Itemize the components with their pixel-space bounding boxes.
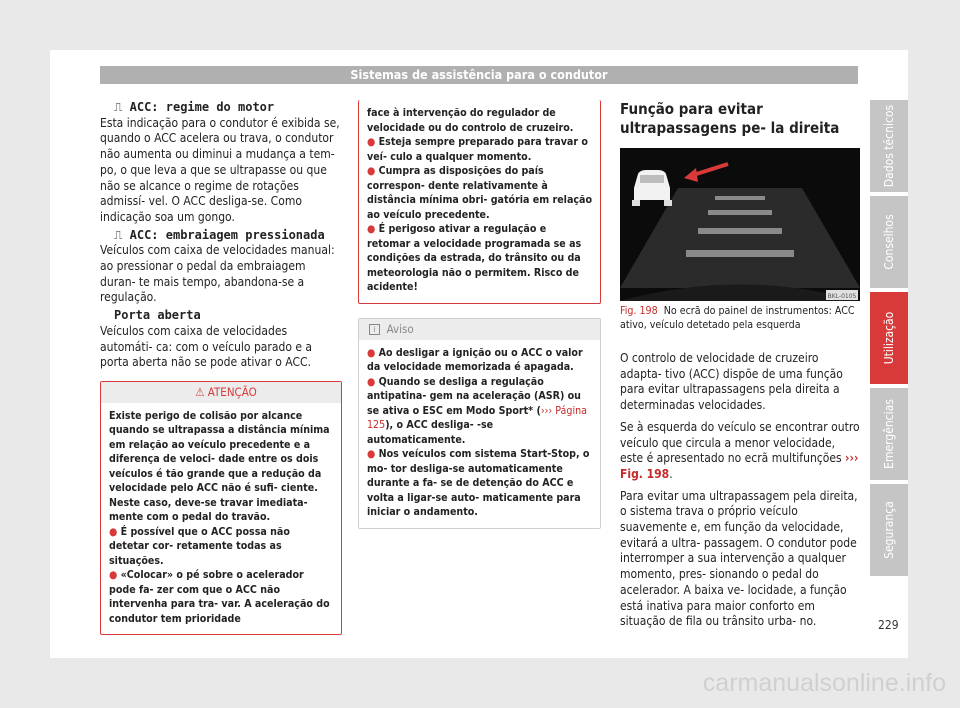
bullet-icon: ●	[367, 136, 379, 148]
bullet-icon: ●	[367, 448, 379, 460]
tab-utilizacao[interactable]: Utilização	[870, 292, 908, 384]
heading-door-open: Porta aberta	[114, 308, 201, 323]
warning-bullet: ● Esteja sempre preparado para travar o veí- culo a qualquer momento.	[367, 136, 588, 163]
info-icon: i	[369, 324, 380, 335]
paragraph-3: Para evitar uma ultrapassagem pela direita, o sistema trava o próprio veículo suavemente e, em função da velocidade, evitará a ultra- passagem. O condutor pode interromper a sua intervenção a qualquer momento, pres- sionando o pedal do acelerador. A baixa ve- locidade, a função está inativa para maior conforto em situação de fila ou trânsito urba- no.	[620, 488, 858, 629]
warning-bullet: ● «Colocar» o pé sobre o acelerador pode fa- zer com que o ACC não intervenha para tra- var. A aceleração do condutor tem prioridade	[109, 569, 330, 625]
figure-caption: Fig. 198 No ecrã do painel de instrumentos: ACC ativo, veículo detetado pela esquerda	[620, 305, 855, 331]
paragraph-engine-regime: Esta indicação para o condutor é exibida se, quando o ACC acelera ou trava, o condutor não aumenta ou diminui a mudança a tem- po, o que leva a que se ultrapasse ou que não se alcance o regime de rotações admissí- vel. O ACC desliga-se. Como indicação soa um gongo.	[100, 115, 340, 224]
bullet-icon: ●	[109, 525, 121, 538]
warning-triangle-icon: ⚠	[195, 384, 205, 399]
tab-seguranca[interactable]: Segurança	[870, 484, 908, 576]
heading-engine-regime: ⎍ ACC: regime do motor	[114, 100, 275, 114]
warning-box-header: ⚠ ATENÇÃO	[101, 382, 341, 403]
column-3-body	[620, 305, 860, 630]
notice-bullet: ● Quando se desliga a regulação antipatina- gem na aceleração (ASR) ou se ativa o ESC em Modo Sport* (››› Página 125), o ACC desliga- -se automaticamente.	[367, 375, 587, 446]
tab-conselhos[interactable]: Conselhos	[870, 196, 908, 288]
warning-bullet: ● Cumpra as disposições do país correspon- dente relativamente à distância mínima obri- gatória em relação ao veículo precedente.	[367, 165, 592, 221]
page-number: 229	[878, 618, 899, 632]
notice-box-header: i Aviso	[359, 319, 600, 340]
column-3	[620, 100, 860, 138]
notice-bullet: ● Nos veículos com sistema Start-Stop, o mo- tor desliga-se automaticamente durante a fa- se de detenção do ACC e volta a ligar-se auto- maticamente para iniciar o andamento.	[367, 448, 590, 518]
bullet-icon: ●	[367, 375, 379, 388]
pedal-icon: ⎍	[114, 227, 130, 242]
figure-link[interactable]: ››› Fig. 198	[620, 451, 859, 481]
notice-box	[358, 318, 601, 529]
paragraph-1: O controlo de velocidade de cruzeiro adapta- tivo (ACC) dispõe de uma função para evitar ultrapassagens pela direita a determinadas velocidades.	[620, 351, 843, 413]
heading-clutch: ⎍ ACC: embraiagem pressionada	[114, 227, 325, 242]
instrument-display-illustration	[620, 148, 860, 301]
page-link[interactable]: ››› Página 125	[367, 404, 587, 431]
tab-dados-tecnicos[interactable]: Dados técnicos	[870, 100, 908, 192]
figure-198	[620, 148, 860, 301]
paragraph-2: Se à esquerda do veículo se encontrar outro veículo que circula a menor velocidade, este é apresentado no ecrã multifunções ››› Fig. 198.	[620, 419, 860, 481]
column-1	[100, 100, 342, 635]
warning-bullet: ● É perigoso ativar a regulação e retomar a velocidade programada se as condições da estrada, do trânsito ou da meteorologia não o permitem. Risco de acidente!	[367, 223, 582, 293]
section-tabs	[870, 100, 908, 580]
warning-box	[100, 381, 342, 636]
paragraph-clutch: Veículos com caixa de velocidades manual: ao pressionar o pedal da embraiagem duran- te mais tempo, abandona-se a regulação.	[100, 243, 335, 305]
watermark: carmanualsonline.info	[702, 669, 946, 697]
bullet-icon: ●	[367, 223, 379, 235]
paragraph-door-open: Veículos com caixa de velocidades automáti- ca: com o veículo parado e a porta aberta não se pode ativar o ACC.	[100, 323, 313, 370]
warning-bullet: ● É possível que o ACC possa não detetar cor- retamente todas as situações.	[109, 525, 290, 567]
notice-bullet: ● Ao desligar a ignição ou o ACC o valor da velocidade memorizada é apagada.	[367, 346, 583, 373]
figure-code: BKL-0105	[827, 293, 857, 300]
warning-continued-text: face à intervenção do regulador de velocidade ou do controlo de cruzeiro.	[367, 107, 574, 134]
page-header: Sistemas de assistência para o condutor	[100, 66, 858, 84]
tab-emergencias[interactable]: Emergências	[870, 388, 908, 480]
pedal-icon: ⎍	[114, 100, 130, 114]
column-2	[358, 100, 601, 529]
bullet-icon: ●	[367, 165, 379, 177]
bullet-icon: ●	[109, 569, 121, 582]
bullet-icon: ●	[367, 346, 379, 359]
warning-box-continued	[358, 100, 601, 304]
warning-paragraph: Existe perigo de colisão por alcance quando se ultrapassa a distância mínima em relação ao veículo precedente e a diferença de veloci- dade entre os dois veículos é tão grande que a redução da velocidade pelo ACC não é sufi- ciente. Neste caso, deve-se travar imediata- mente com o pedal do travão.	[109, 409, 330, 524]
section-title: Função para evitar ultrapassagens pe- la direita	[620, 100, 840, 137]
